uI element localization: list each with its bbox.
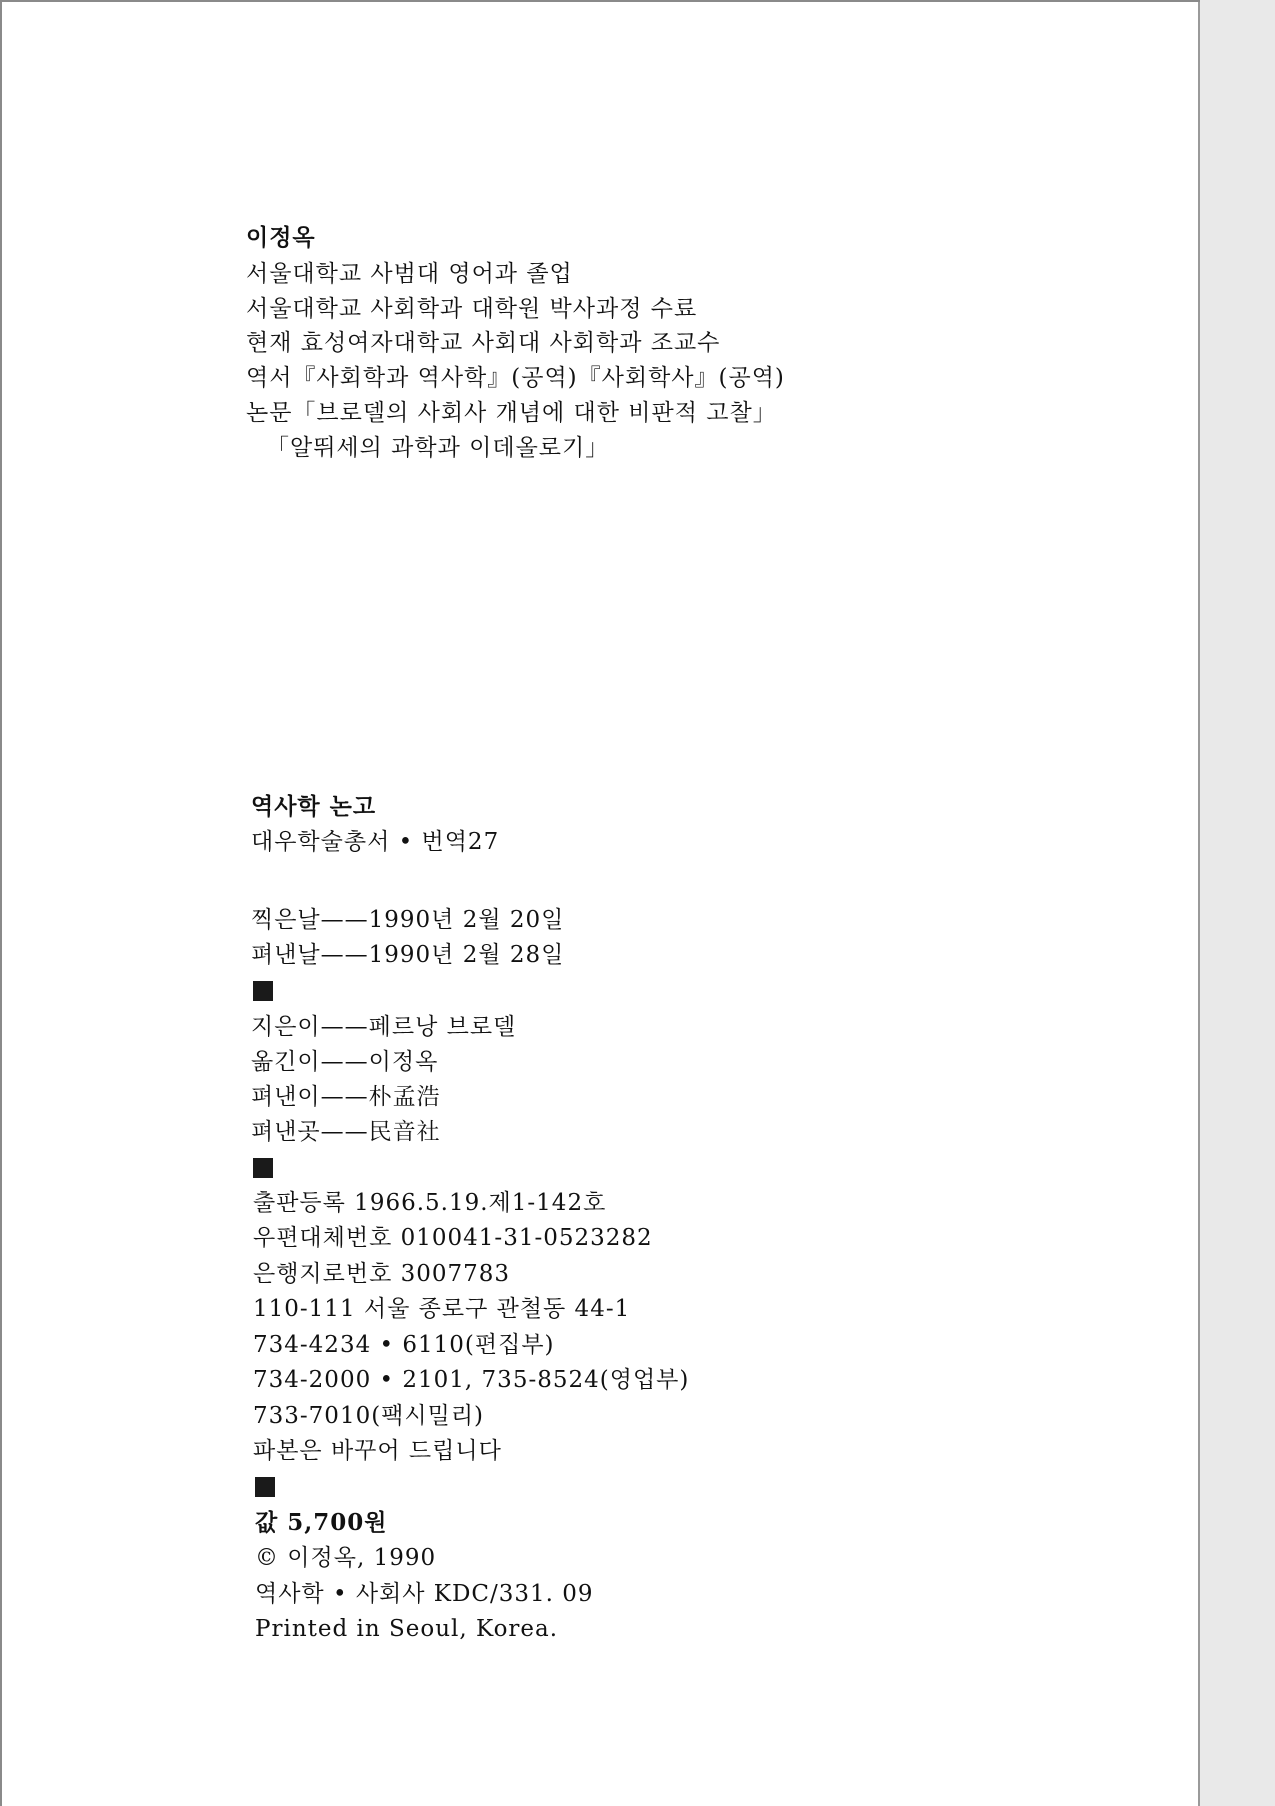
- bio-line: 역서『사회학과 역사학』(공역)『사회학사』(공역): [246, 365, 785, 391]
- publisher-info-line: 734-2000 • 2101, 735-8524(영업부): [253, 1367, 690, 1393]
- credit-author: 지은이——페르낭 브로델: [251, 1014, 517, 1040]
- bio-line: 서울대학교 사회학과 대학원 박사과정 수료: [246, 296, 698, 322]
- publisher-info-line: 734-4234 • 6110(편집부): [253, 1332, 555, 1358]
- copyright: © 이정옥, 1990: [255, 1545, 437, 1571]
- bio-line: 「알뛰세의 과학과 이데올로기」: [266, 435, 610, 461]
- publisher-info-line: 은행지로번호 3007783: [253, 1261, 511, 1287]
- section-marker: [253, 1158, 273, 1178]
- book-title: 역사학 논고: [251, 793, 377, 820]
- publisher-info-line: 733-7010(팩시밀리): [253, 1403, 485, 1429]
- translator-name: 이정옥: [246, 224, 316, 251]
- publisher-info-line: 파본은 바꾸어 드립니다: [253, 1438, 502, 1464]
- book-series: 대우학술총서 • 번역27: [251, 829, 500, 855]
- credit-publisher: 펴낸이——朴孟浩: [251, 1084, 441, 1110]
- bio-line: 현재 효성여자대학교 사회대 사회학과 조교수: [246, 330, 721, 356]
- page-border-top: [0, 0, 1200, 2]
- publisher-info-line: 출판등록 1966.5.19.제1-142호: [253, 1190, 607, 1216]
- section-marker: [255, 1477, 275, 1497]
- price: 값 5,700원: [255, 1509, 388, 1536]
- credit-translator: 옮긴이——이정옥: [251, 1049, 439, 1075]
- section-marker: [253, 981, 273, 1001]
- bio-line: 서울대학교 사범대 영어과 졸업: [246, 261, 573, 287]
- bio-line: 논문「브로델의 사회사 개념에 대한 비판적 고찰」: [246, 400, 777, 426]
- publish-date: 펴낸날——1990년 2월 28일: [251, 942, 565, 968]
- classification: 역사학 • 사회사 KDC/331. 09: [255, 1581, 594, 1607]
- print-date: 찍은날——1990년 2월 20일: [251, 907, 565, 933]
- page-border-left: [0, 0, 2, 1806]
- publisher-info-line: 우편대체번호 010041-31-0523282: [253, 1225, 653, 1251]
- credit-press: 펴낸곳——民音社: [251, 1119, 441, 1145]
- printed-in: Printed in Seoul, Korea.: [255, 1616, 559, 1642]
- publisher-info-line: 110-111 서울 종로구 관철동 44-1: [253, 1296, 631, 1322]
